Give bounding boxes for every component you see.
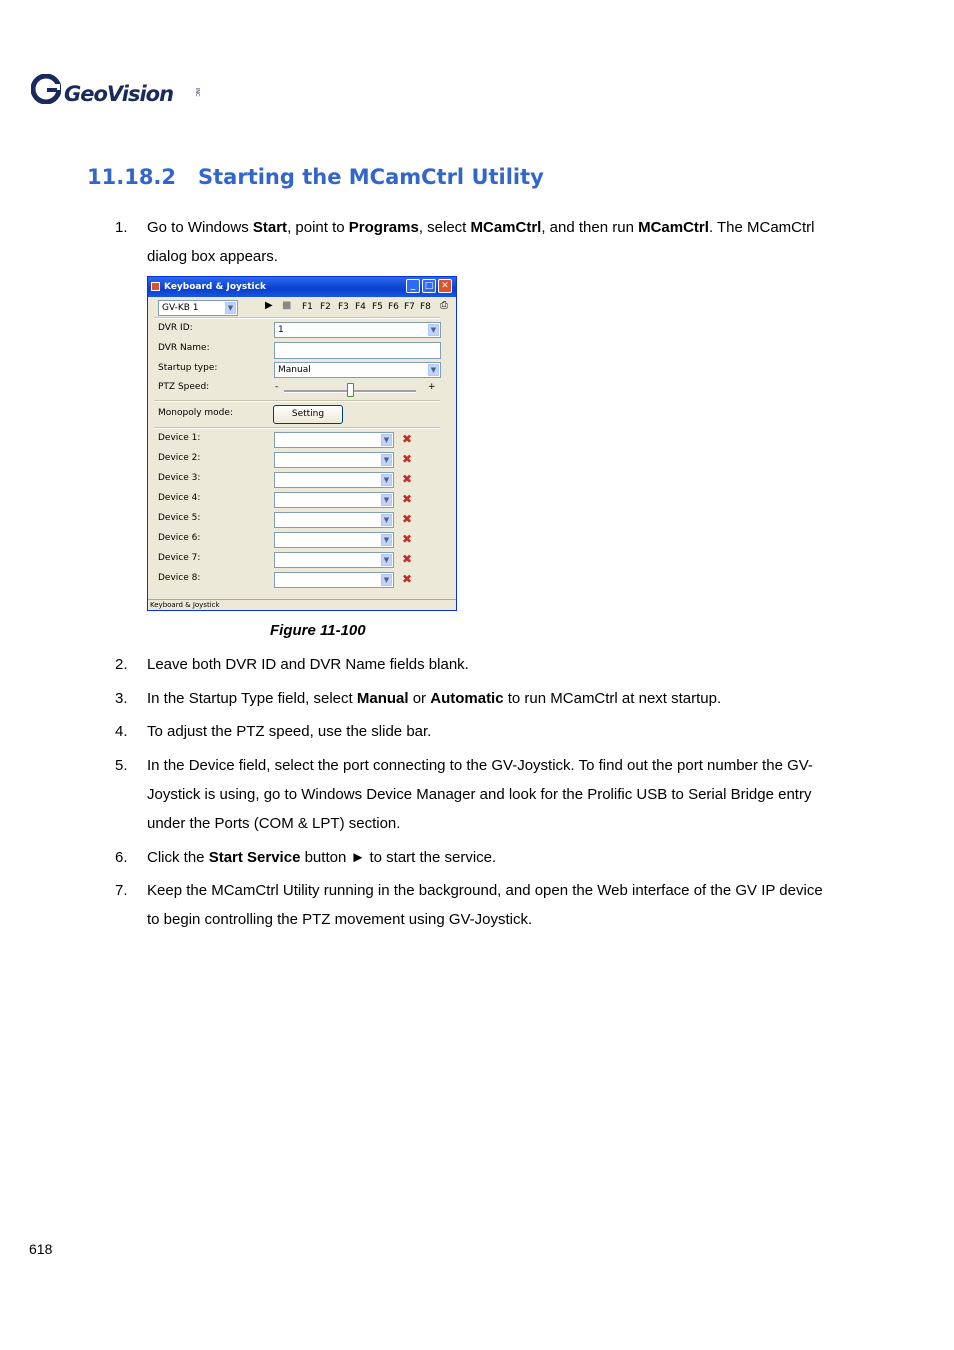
device-port-select[interactable] [274,572,394,588]
brand-name: GeoVision [64,82,174,106]
dvr-id-select[interactable] [274,322,441,338]
step-text: In the Startup Type field, select Manual or Automatic to run MCamCtrl at next startup. [147,690,722,707]
monopoly-mode-label: Monopoly mode: [158,408,233,418]
chevron-down-icon: ▼ [381,434,392,446]
step-number: 4. [115,723,128,740]
step-3 [115,684,835,713]
dvr-name-field[interactable] [274,342,441,359]
dvr-id-label: DVR ID: [158,323,193,333]
disconnected-device-icon[interactable]: ✖ [402,432,413,446]
chevron-down-icon: ▼ [428,324,439,336]
startup-type-value: Manual [278,365,311,375]
startup-type-label: Startup type: [158,363,218,373]
device-port-select[interactable] [274,552,394,568]
slider-plus: + [428,382,436,392]
device-port-select[interactable] [274,512,394,528]
toolbar-divider [154,317,440,319]
dvr-name-label: DVR Name: [158,343,210,353]
start-service-icon[interactable]: ▶ [265,300,273,311]
step-number: 5. [115,757,128,774]
function-key-f6[interactable]: F6 [388,302,399,312]
step-6 [115,843,835,872]
dialog-titlebar [148,277,456,297]
step-7 [115,876,835,934]
keyboard-select-value: GV-KB 1 [162,303,199,313]
step-1 [115,213,835,271]
keyboard-select[interactable] [158,300,238,316]
chevron-down-icon: ▼ [381,454,392,466]
step-number: 2. [115,656,128,673]
chevron-down-icon: ▼ [381,474,392,486]
disconnected-device-icon[interactable]: ✖ [402,572,413,586]
device-label: Device 2: [158,453,201,463]
step-text: Keep the MCamCtrl Utility running in the background, and open the Web interface of the GV IP device to begin controlling the PTZ movement using GV-Joystick. [147,882,823,928]
dialog-toolbar [151,299,453,317]
dvr-id-value: 1 [278,325,284,335]
geovision-logo-mark-icon [31,74,61,104]
stop-service-icon[interactable]: ■ [282,300,292,311]
dialog-title: Keyboard & Joystick [164,282,266,292]
step-5 [115,751,835,838]
chevron-down-icon: ▼ [381,554,392,566]
chevron-down-icon: ▼ [381,534,392,546]
device-label: Device 1: [158,433,201,443]
startup-type-select[interactable] [274,362,441,378]
device-label: Device 5: [158,513,201,523]
device-label: Device 4: [158,493,201,503]
step-number: 3. [115,690,128,707]
page-number: 618 [29,1241,53,1257]
function-key-f5[interactable]: F5 [372,302,383,312]
brand-mark-small: INC [194,88,200,97]
device-label: Device 8: [158,573,201,583]
chevron-down-icon: ▼ [225,302,236,314]
device-label: Device 3: [158,473,201,483]
function-key-f1[interactable]: F1 [302,302,313,312]
step-text: Click the Start Service button ► to start the service. [147,849,497,866]
disconnected-device-icon[interactable]: ✖ [402,472,413,486]
keyboard-joystick-dialog [147,276,457,611]
ptz-speed-label: PTZ Speed: [158,382,210,392]
step-text: Go to Windows Start, point to Programs, select MCamCtrl, and then run MCamCtrl. The MCamCtrl dialog box appears. [147,219,815,265]
figure-caption: Figure 11-100 [270,622,366,639]
disconnected-device-icon[interactable]: ✖ [402,532,413,546]
setting-button[interactable]: Setting [273,405,343,424]
chevron-down-icon: ▼ [381,494,392,506]
settings-divider [154,400,440,402]
device-port-select[interactable] [274,472,394,488]
chevron-down-icon: ▼ [381,514,392,526]
function-key-f3[interactable]: F3 [338,302,349,312]
step-text: In the Device field, select the port connecting to the GV-Joystick. To find out the port number the GV-Joystick is using, go to Windows Device Manager and look for the Prolific USB to Serial Bridge entry under the Ports (COM & LPT) section. [147,757,813,832]
disconnected-device-icon[interactable]: ✖ [402,492,413,506]
step-number: 6. [115,849,128,866]
device-label: Device 7: [158,553,201,563]
device-port-select[interactable] [274,452,394,468]
close-icon[interactable]: ✕ [438,279,452,293]
function-key-f2[interactable]: F2 [320,302,331,312]
function-key-f7[interactable]: F7 [404,302,415,312]
step-text: To adjust the PTZ speed, use the slide bar. [147,723,432,740]
disconnected-device-icon[interactable]: ✖ [402,552,413,566]
minimize-icon[interactable]: _ [406,279,420,293]
device-label: Device 6: [158,533,201,543]
section-title: Starting the MCamCtrl Utility [198,165,544,189]
disconnected-device-icon[interactable]: ✖ [402,452,413,466]
print-icon[interactable]: ⎙ [440,300,448,311]
section-heading [87,165,544,189]
section-number: 11.18.2 [87,165,177,189]
maximize-icon[interactable]: □ [422,279,436,293]
device-port-select[interactable] [274,492,394,508]
step-number: 1. [115,219,128,236]
step-2 [115,650,835,679]
disconnected-device-icon[interactable]: ✖ [402,512,413,526]
device-port-select[interactable] [274,532,394,548]
step-4 [115,717,835,746]
app-icon [151,282,160,291]
chevron-down-icon: ▼ [428,364,439,376]
slider-minus: - [275,382,279,392]
step-text: Leave both DVR ID and DVR Name fields blank. [147,656,469,673]
status-bar: Keyboard & Joystick [148,599,456,610]
function-key-f8[interactable]: F8 [420,302,431,312]
devices-divider [154,427,440,429]
step-number: 7. [115,882,128,899]
device-port-select[interactable] [274,432,394,448]
function-key-f4[interactable]: F4 [355,302,366,312]
ptz-speed-slider-thumb[interactable] [347,383,354,397]
chevron-down-icon: ▼ [381,574,392,586]
